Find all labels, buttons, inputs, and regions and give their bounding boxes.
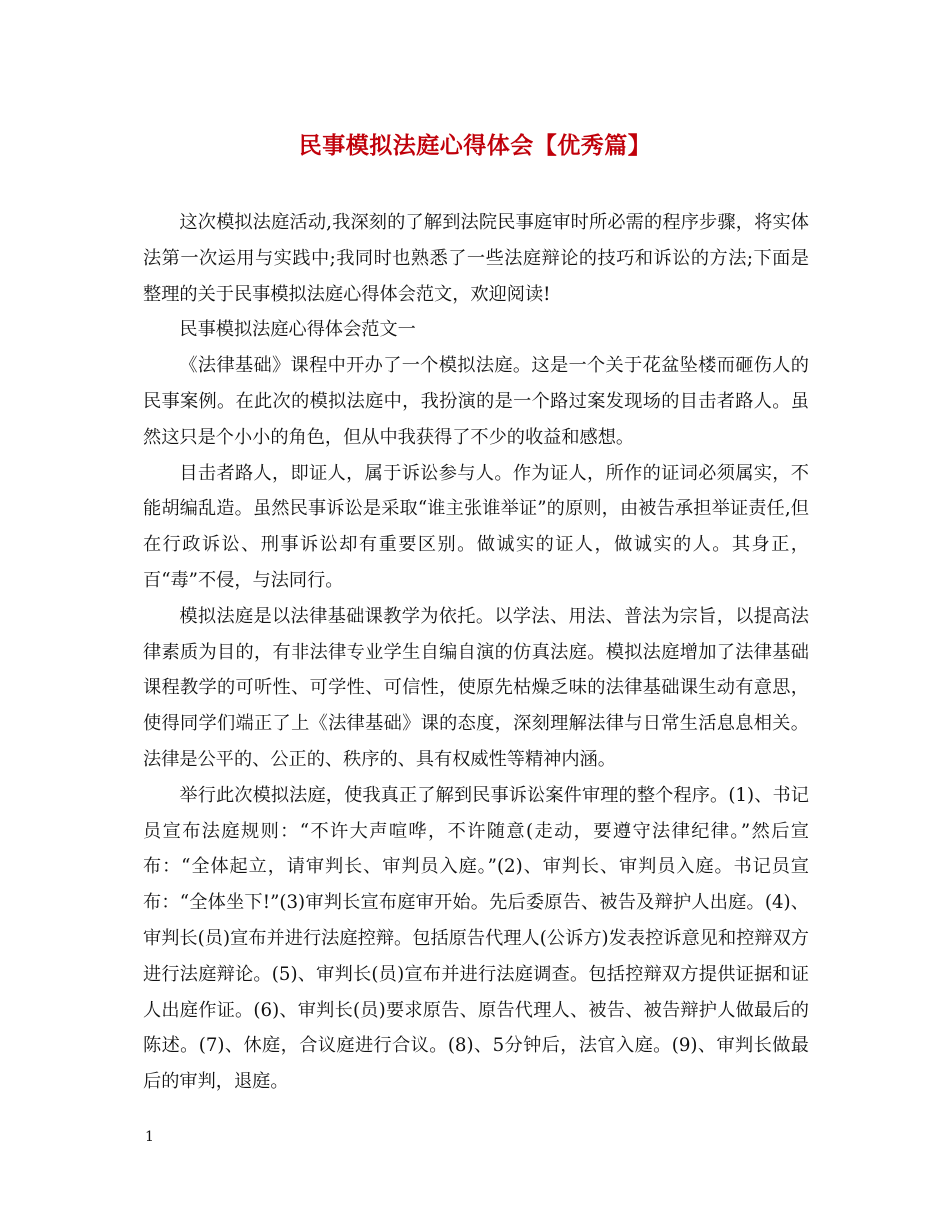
body-paragraph: 《法律基础》课程中开办了一个模拟法庭。这是一个关于花盆坠楼而砸伤人的民事案例。在此次的模拟法庭中，我扮演的是一个路过案发现场的目击者路人。虽然这只是个小小的角色，但从中我获得了不少的收益和感想。 [143, 355, 809, 448]
body-paragraph: 目击者路人，即证人，属于诉讼参与人。作为证人，所作的证词必须属实，不能胡编乱造。虽然民事诉讼是采取“谁主张谁举证”的原则，由被告承担举证责任,但在行政诉讼、刑事诉讼却有重要区别。做诚实的证人，做诚实的人。其身正，百“毒”不侵，与法同行。 [143, 462, 809, 591]
intro-paragraph: 这次模拟法庭活动,我深刻的了解到法院民事庭审时所必需的程序步骤，将实体法第一次运用与实践中;我同时也熟悉了一些法庭辩论的技巧和诉讼的方法;下面是整理的关于民事模拟法庭心得体会范文，欢迎阅读! [143, 212, 809, 305]
body-paragraph: 模拟法庭是以法律基础课教学为依托。以学法、用法、普法为宗旨，以提高法律素质为目的，有非法律专业学生自编自演的仿真法庭。模拟法庭增加了法律基础课程教学的可听性、可学性、可信性，使原先枯燥乏味的法律基础课生动有意思，使得同学们端正了上《法律基础》课的态度，深刻理解法律与日常生活息息相关。法律是公平的、公正的、秩序的、具有权威性等精神内涵。 [143, 605, 809, 770]
document-body [143, 205, 809, 1100]
section-heading: 民事模拟法庭心得体会范文一 [179, 319, 416, 341]
page-number: 1 [145, 1129, 154, 1145]
document-title: 民事模拟法庭心得体会【优秀篇】 [298, 132, 652, 159]
body-paragraph: 举行此次模拟法庭，使我真正了解到民事诉讼案件审理的整个程序。(1)、书记员宣布法庭规则：“不许大声喧哗，不许随意(走动，要遵守法律纪律。”然后宣布：“全体起立，请审判长、审判员入庭。”(2)、审判长、审判员入庭。书记员宣布：“全体坐下!”(3)审判长宣布庭审开始。先后委原告、被告及辩护人出庭。(4)、审判长(员)宣布并进行法庭控辩。包括原告代理人(公诉方)发表控诉意见和控辩双方进行法庭辩论。(5)、审判长(员)宣布并进行法庭调查。包括控辩双方提供证据和证人出庭作证。(6)、审判长(员)要求原告、原告代理人、被告、被告辩护人做最后的陈述。(7)、休庭，合议庭进行合议。(8)、5分钟后，法官入庭。(9)、审判长做最后的审判，退庭。 [143, 784, 809, 1093]
